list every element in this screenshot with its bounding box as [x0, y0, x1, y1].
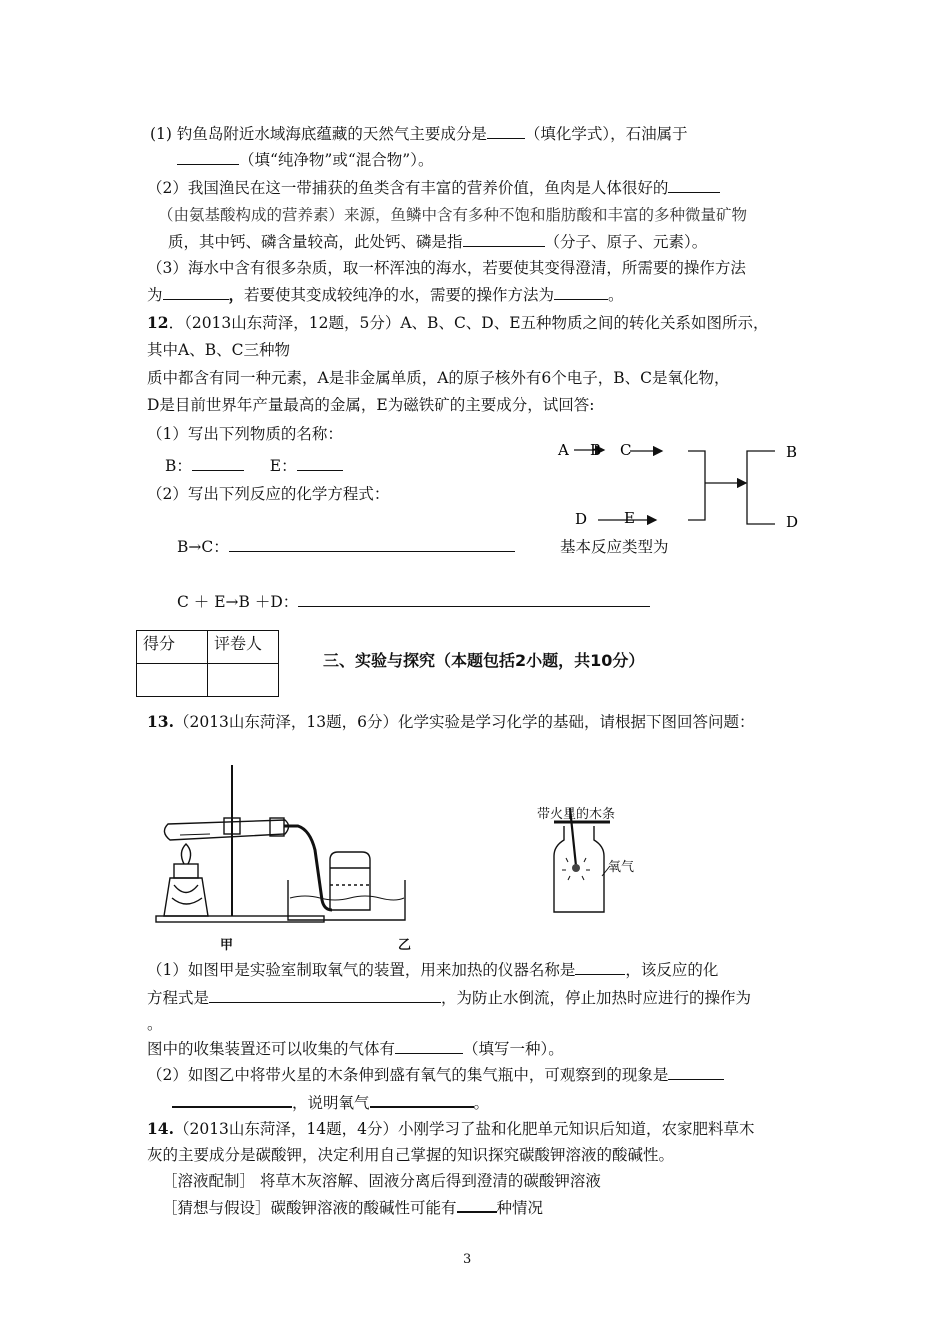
right-bracket: [747, 451, 775, 524]
q11-part3-line2: 为 ，若要使其变成较纯净的水，需要的操作方法为 。: [147, 285, 624, 304]
blank: [209, 988, 441, 1003]
q13-p1g: （填写一种）。: [463, 1040, 564, 1058]
diagram-out-d: D: [786, 513, 799, 531]
stand-base: [156, 916, 324, 922]
blank: [575, 960, 625, 975]
q13-p2c: 。: [473, 1094, 490, 1112]
q13-p2b: ，说明氧气: [292, 1094, 370, 1112]
q13-part2-line2: [172, 1092, 489, 1113]
figure-jia-label: 甲: [220, 938, 234, 953]
q14-intro1: （2013山东菏泽，14题，4分）小刚学习了盐和化肥单元知识后知道，农家肥料草木: [173, 1120, 755, 1138]
q11-part3-line1: （3）海水中含有很多杂质，取一杯浑浊的海水，若要使其变得澄清，所需要的操作方法: [147, 259, 746, 277]
q12-b-label: B：: [165, 457, 192, 475]
blank: [668, 1065, 724, 1080]
blank: [395, 1039, 463, 1054]
alcohol-lamp: [164, 878, 208, 916]
q12-eq2-label: C ＋ E→B ＋D：: [177, 593, 299, 611]
grader-cell[interactable]: [208, 664, 279, 697]
q14-guess-b: 种情况: [496, 1199, 544, 1217]
diagram-d: D: [575, 510, 588, 528]
q11-part2-line2: （由氨基酸构成的营养素）来源，鱼鳞中含有多种不饱和脂肪酸和丰富的多种微量矿物: [158, 206, 748, 224]
q12-reaction-type: 基本反应类型为: [560, 538, 669, 556]
q11-p3b: 为: [147, 286, 163, 304]
score-header: 得分: [137, 631, 208, 664]
q12-number: 12: [147, 313, 169, 332]
left-bracket: [688, 451, 705, 520]
q11-p1a: (1) 钓鱼岛附近水域海底蕴藏的天然气主要成分是: [150, 125, 487, 143]
q14-number: 14.: [147, 1119, 174, 1138]
q13-part1-line1: [147, 960, 718, 980]
q13-intro: [147, 712, 755, 732]
blank: [370, 1092, 474, 1108]
q13-part1-line4: [147, 1039, 564, 1059]
q11-p1b: （填化学式），石油属于: [524, 125, 688, 143]
q14-solution-prep: ［溶液配制］ 将草木灰溶解、固液分离后得到澄清的碳酸钾溶液: [162, 1172, 601, 1190]
q11-p3c: 若要使其变成较纯净的水，需要的操作方法为: [244, 286, 555, 304]
q13-intro-text: （2013山东菏泽，13题，6分）化学实验是学习化学的基础，请根据下图回答问题：: [173, 713, 755, 731]
diagram-e: E: [624, 509, 635, 527]
q12-sub2: （2）写出下列反应的化学方程式：: [147, 485, 390, 503]
q11-p2c: 质，其中钙、磷含量较高，此处钙、磷是指: [168, 233, 463, 251]
q11-p2d: （分子、原子、元素）。: [544, 233, 708, 251]
label-glowing-splint: 带火星的木条: [537, 807, 616, 822]
q12-intro-line3: 质中都含有同一种元素，A是非金属单质，A的原子核外有6个电子，B、C是氧化物，: [147, 369, 730, 387]
grader-header: 评卷人: [208, 631, 279, 664]
q13-p2a: （2）如图乙中将带火星的木条伸到盛有氧气的集气瓶中，可观察到的现象是: [147, 1066, 669, 1084]
figure-yi-label: 乙: [398, 938, 412, 953]
q12-e-label: E：: [269, 457, 297, 475]
apparatus-jia: [150, 760, 470, 940]
q13-p1f: 图中的收集装置还可以收集的气体有: [147, 1040, 396, 1058]
section-3-title: 三、实验与探究（本题包括2小题，共10分）: [323, 651, 645, 670]
q13-part1-line2: [147, 988, 751, 1008]
score-cell[interactable]: [137, 664, 208, 697]
q12-intro1: ．（2013山东菏泽，12题，5分）A、B、C、D、E五种物质之间的转化关系如图所示，: [168, 314, 769, 332]
q14-hypothesis: [162, 1197, 543, 1218]
collecting-bottle: [330, 852, 370, 910]
q14-intro-line2: 灰的主要成分是碳酸钾，决定利用自己掌握的知识探究碳酸钾溶液的酸碱性。: [147, 1146, 675, 1164]
diagram-b: B: [590, 441, 602, 459]
diagram-c: C: [620, 441, 632, 459]
diagram-out-b: B: [786, 443, 798, 461]
q13-p1b: ，该反应的化: [625, 961, 719, 979]
transformation-diagram: [0, 0, 950, 600]
q13-part2-line1: [147, 1065, 724, 1085]
diagram-a: A: [558, 441, 569, 459]
score-table: [136, 630, 279, 697]
blank: [457, 1197, 497, 1213]
page-number: 3: [463, 1252, 472, 1267]
label-oxygen: 氧气: [608, 860, 635, 875]
q13-number: 13.: [147, 712, 174, 731]
q12-eq1-label: B→C：: [177, 538, 229, 556]
q12-intro-line4: D是目前世界年产量最高的金属，E为磁铁矿的主要成分，试回答:: [147, 396, 595, 414]
q14-guess-a: ［猜想与假设］碳酸钾溶液的酸碱性可能有: [162, 1199, 457, 1217]
blank: [172, 1092, 292, 1108]
q12-sub1: （1）写出下列物质的名称：: [147, 425, 343, 443]
q11-p2a: （2）我国渔民在这一带捕获的鱼类含有丰富的营养价值，鱼肉是人体很好的: [147, 179, 669, 197]
q11-p3d: 。: [608, 286, 624, 304]
q11-p1c: （填“纯净物”或“混合物”）。: [239, 151, 434, 169]
q13-p1d: ，为防止水倒流，停止加热时应进行的操作为: [441, 989, 752, 1007]
q13-p1c: 方程式是: [147, 989, 210, 1007]
q14-intro-line1: [147, 1119, 755, 1139]
q13-p1a: （1）如图甲是实验室制取氧气的装置，用来加热的仪器名称是: [147, 961, 576, 979]
q12-intro-line2: 其中A、B、C三种物: [147, 341, 290, 359]
q13-part1-line3: 。: [147, 1015, 163, 1033]
